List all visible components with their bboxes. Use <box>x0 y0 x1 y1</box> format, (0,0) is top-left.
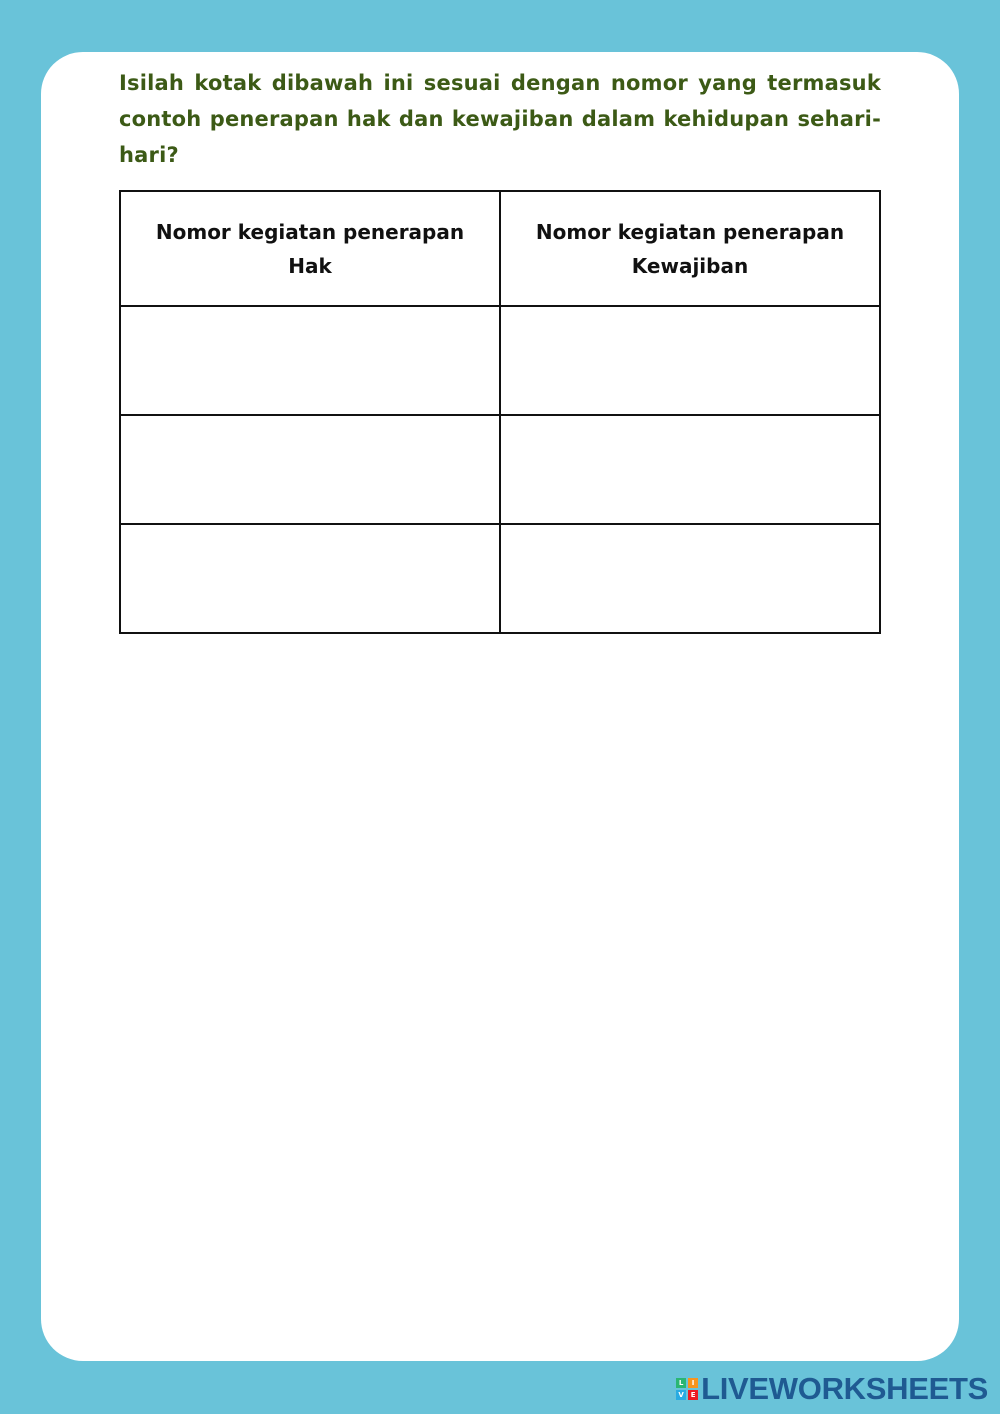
table-row <box>120 306 880 415</box>
logo-block: L <box>676 1378 686 1388</box>
answer-cell-kewajiban-3[interactable] <box>500 524 880 633</box>
answer-cell-hak-2[interactable] <box>120 415 500 524</box>
answer-cell-hak-3[interactable] <box>120 524 500 633</box>
answer-field[interactable] <box>121 525 499 632</box>
logo-blocks-icon <box>676 1378 698 1400</box>
logo-block: V <box>676 1390 686 1400</box>
instruction-text: Isilah kotak dibawah ini sesuai dengan nomor yang termasuk contoh penerapan hak dan kewajiban dalam kehidupan sehari-hari? <box>119 71 881 167</box>
answer-field[interactable] <box>121 307 499 414</box>
answer-cell-hak-1[interactable] <box>120 306 500 415</box>
header-kewajiban: Nomor kegiatan penerapan Kewajiban <box>500 191 880 306</box>
answer-field[interactable] <box>121 416 499 523</box>
logo-block: I <box>688 1378 698 1388</box>
answer-field[interactable] <box>501 307 879 414</box>
answer-field[interactable] <box>501 416 879 523</box>
liveworksheets-logo <box>676 1373 988 1405</box>
logo-block: E <box>688 1390 698 1400</box>
table-row <box>120 524 880 633</box>
answer-table <box>119 190 881 634</box>
header-hak: Nomor kegiatan penerapan Hak <box>120 191 500 306</box>
table-header-row <box>120 191 880 306</box>
table-row <box>120 415 880 524</box>
answer-cell-kewajiban-1[interactable] <box>500 306 880 415</box>
answer-field[interactable] <box>501 525 879 632</box>
answer-cell-kewajiban-2[interactable] <box>500 415 880 524</box>
logo-text: LIVEWORKSHEETS <box>701 1371 988 1406</box>
